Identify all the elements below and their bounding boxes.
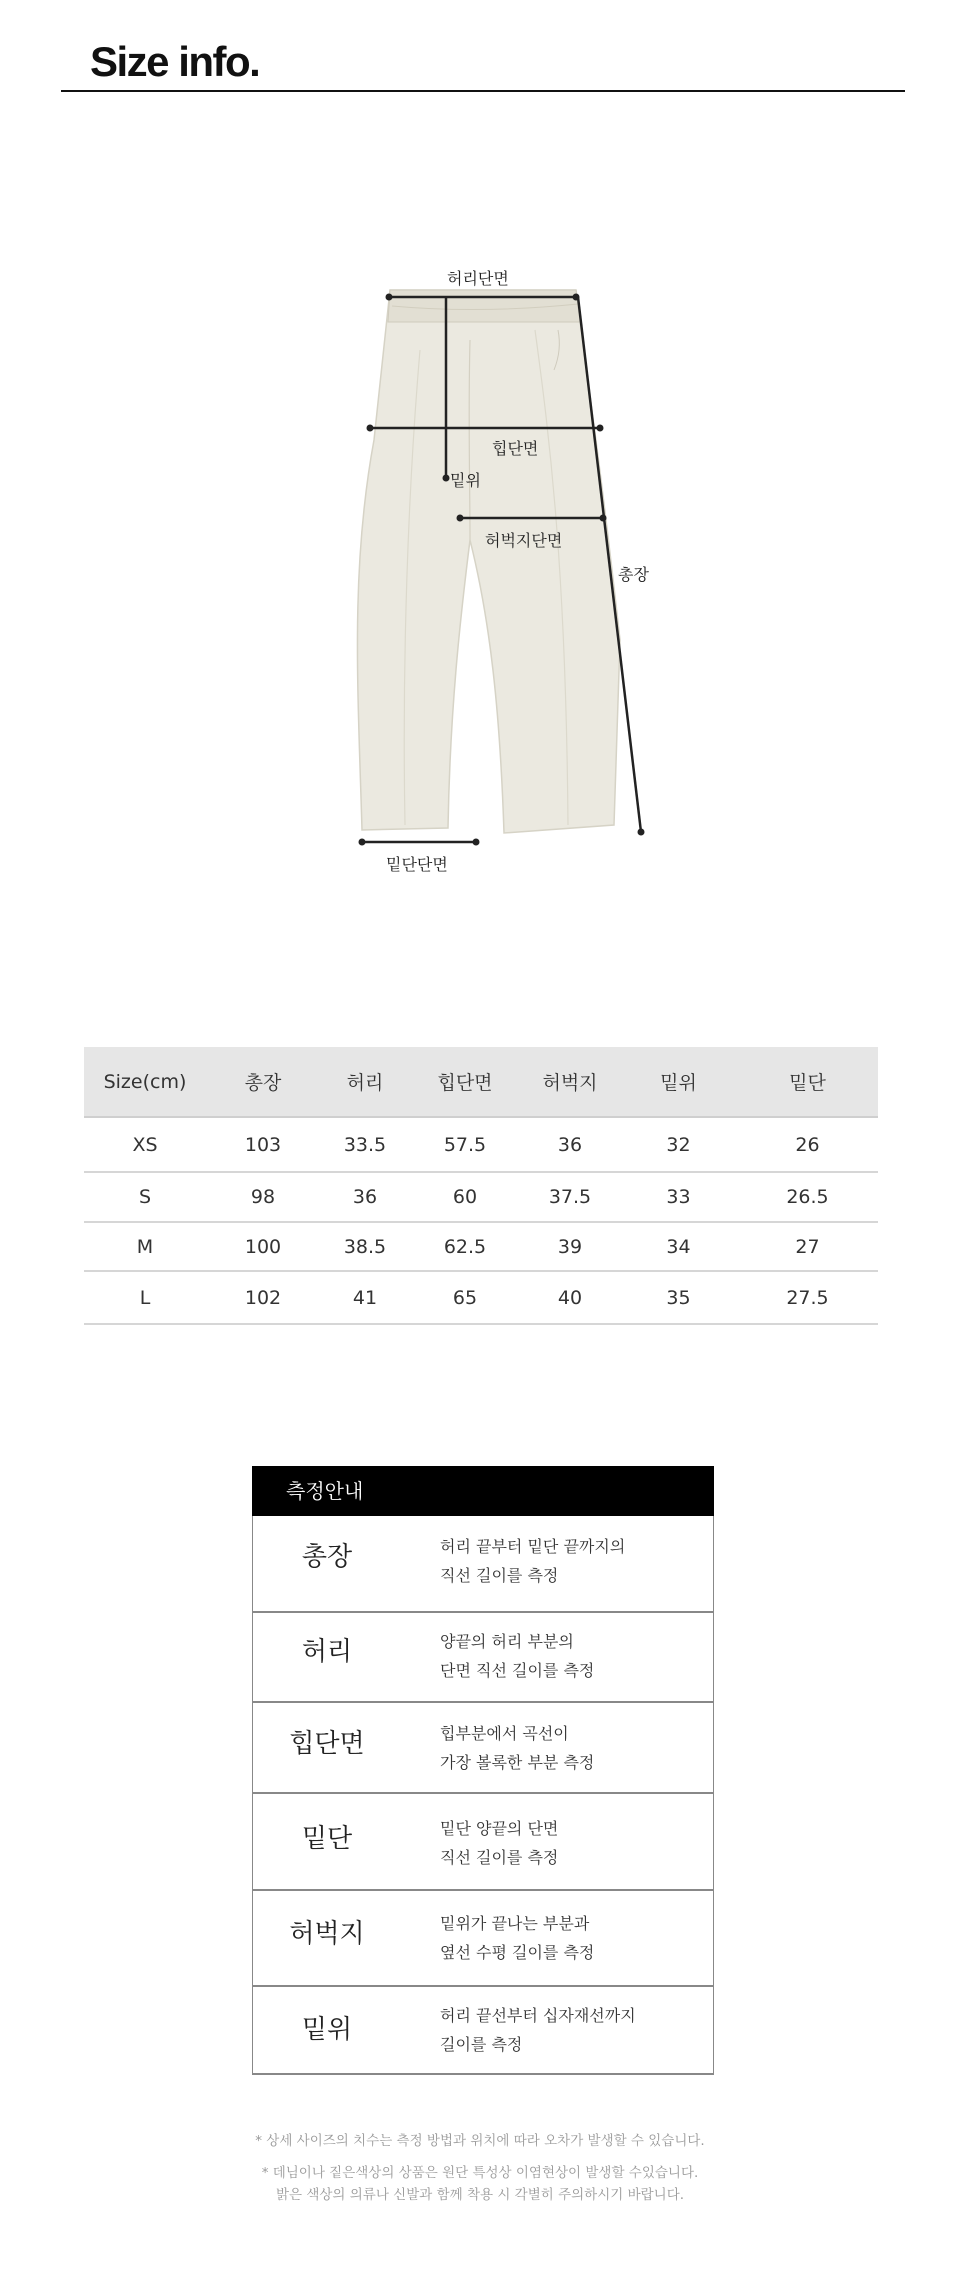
guide-row-hem [253, 1794, 713, 1891]
guide-term: 밑위 [301, 2015, 353, 2045]
table-row [84, 1271, 878, 1324]
table-row [84, 1222, 878, 1271]
table-cell: 36 [520, 1117, 620, 1172]
table-cell: 102 [206, 1271, 320, 1324]
guide-desc-line: 길이를 측정 [440, 2035, 523, 2054]
table-cell: 27.5 [737, 1271, 878, 1324]
note-line: * 상세 사이즈의 치수는 측정 방법과 위치에 따라 오차가 발생할 수 있습니다. [255, 2133, 705, 2149]
guide-title: 측정안내 [252, 1466, 714, 1516]
table-cell: 98 [206, 1172, 320, 1222]
guide-desc-line: 직선 길이를 측정 [440, 1566, 559, 1585]
guide-desc-line: 양끝의 허리 부분의 [440, 1632, 574, 1651]
table-cell: 36 [320, 1172, 410, 1222]
table-cell: 60 [410, 1172, 520, 1222]
column-header: 밑단 [737, 1047, 878, 1117]
table-cell: 39 [520, 1222, 620, 1271]
table-cell: 34 [620, 1222, 737, 1271]
guide-row-waist [253, 1613, 713, 1703]
table-row [84, 1117, 878, 1172]
table-cell: 41 [320, 1271, 410, 1324]
note-block [0, 2162, 960, 2206]
pants-silhouette [357, 290, 620, 833]
thigh-label: 허벅지단면 [485, 531, 563, 550]
size-table-header-row [84, 1047, 878, 1117]
guide-desc-line: 밑위가 끝나는 부분과 [440, 1914, 590, 1933]
guide-desc [440, 2001, 636, 2059]
table-cell: 35 [620, 1271, 737, 1324]
table-cell: 103 [206, 1117, 320, 1172]
table-cell: 26.5 [737, 1172, 878, 1222]
guide-desc-line: 옆선 수평 길이를 측정 [440, 1943, 595, 1962]
column-header: 허리 [320, 1047, 410, 1117]
guide-desc-line: 허리 끝부터 밑단 끝까지의 [440, 1537, 626, 1556]
guide-desc [440, 1532, 625, 1590]
guide-term: 허벅지 [289, 1919, 365, 1949]
column-header: 힙단면 [410, 1047, 520, 1117]
column-header: 밑위 [620, 1047, 737, 1117]
guide-term: 힙단면 [289, 1729, 365, 1759]
table-cell: M [84, 1222, 206, 1271]
table-cell: 26 [737, 1117, 878, 1172]
guide-desc [440, 1909, 594, 1967]
table-cell: 33 [620, 1172, 737, 1222]
guide-desc [440, 1814, 558, 1872]
note-line: * 데님이나 짙은색상의 상품은 원단 특성상 이염현상이 발생할 수있습니다. [261, 2165, 699, 2181]
guide-desc-line: 밑단 양끝의 단면 [440, 1819, 559, 1838]
table-cell: 65 [410, 1271, 520, 1324]
guide-row-thigh [253, 1891, 713, 1987]
guide-desc-line: 허리 끝선부터 십자재선까지 [440, 2006, 636, 2025]
table-cell: 57.5 [410, 1117, 520, 1172]
hem-label: 밑단단면 [386, 855, 448, 874]
size-table [84, 1047, 878, 1325]
table-cell: 33.5 [320, 1117, 410, 1172]
table-cell: 32 [620, 1117, 737, 1172]
table-cell: 27 [737, 1222, 878, 1271]
table-cell: 38.5 [320, 1222, 410, 1271]
table-cell: XS [84, 1117, 206, 1172]
table-row [84, 1172, 878, 1222]
guide-row-rise [253, 1987, 713, 2075]
table-cell: 100 [206, 1222, 320, 1271]
title-divider [61, 90, 905, 92]
guide-row-hip [253, 1703, 713, 1794]
hip-label: 힙단면 [492, 439, 539, 458]
guide-term: 밑단 [301, 1824, 353, 1854]
guide-term: 총장 [301, 1542, 353, 1572]
table-cell: S [84, 1172, 206, 1222]
column-header: Size(cm) [84, 1047, 206, 1117]
table-cell: 62.5 [410, 1222, 520, 1271]
guide-desc [440, 1719, 594, 1777]
guide-desc [440, 1627, 594, 1685]
measurement-guide [252, 1466, 714, 2075]
guide-term: 허리 [301, 1637, 353, 1667]
size-notes [0, 2130, 960, 2206]
guide-row-length [253, 1516, 713, 1613]
guide-desc-line: 직선 길이를 측정 [440, 1848, 559, 1867]
guide-desc-line: 단면 직선 길이를 측정 [440, 1661, 595, 1680]
table-cell: 37.5 [520, 1172, 620, 1222]
guide-desc-line: 가장 볼록한 부분 측정 [440, 1753, 595, 1772]
column-header: 총장 [206, 1047, 320, 1117]
pants-measurement-figure [300, 240, 700, 890]
table-cell: 40 [520, 1271, 620, 1324]
guide-desc-line: 힙부분에서 곡선이 [440, 1724, 569, 1743]
table-cell: L [84, 1271, 206, 1324]
waist-label: 허리단면 [447, 269, 509, 288]
length-label: 총장 [618, 565, 649, 584]
rise-label: 밑위 [450, 471, 481, 490]
page-title: Size info. [90, 38, 260, 85]
column-header: 허벅지 [520, 1047, 620, 1117]
note-line: 밝은 색상의 의류나 신발과 함께 착용 시 각별히 주의하시기 바랍니다. [275, 2187, 685, 2203]
